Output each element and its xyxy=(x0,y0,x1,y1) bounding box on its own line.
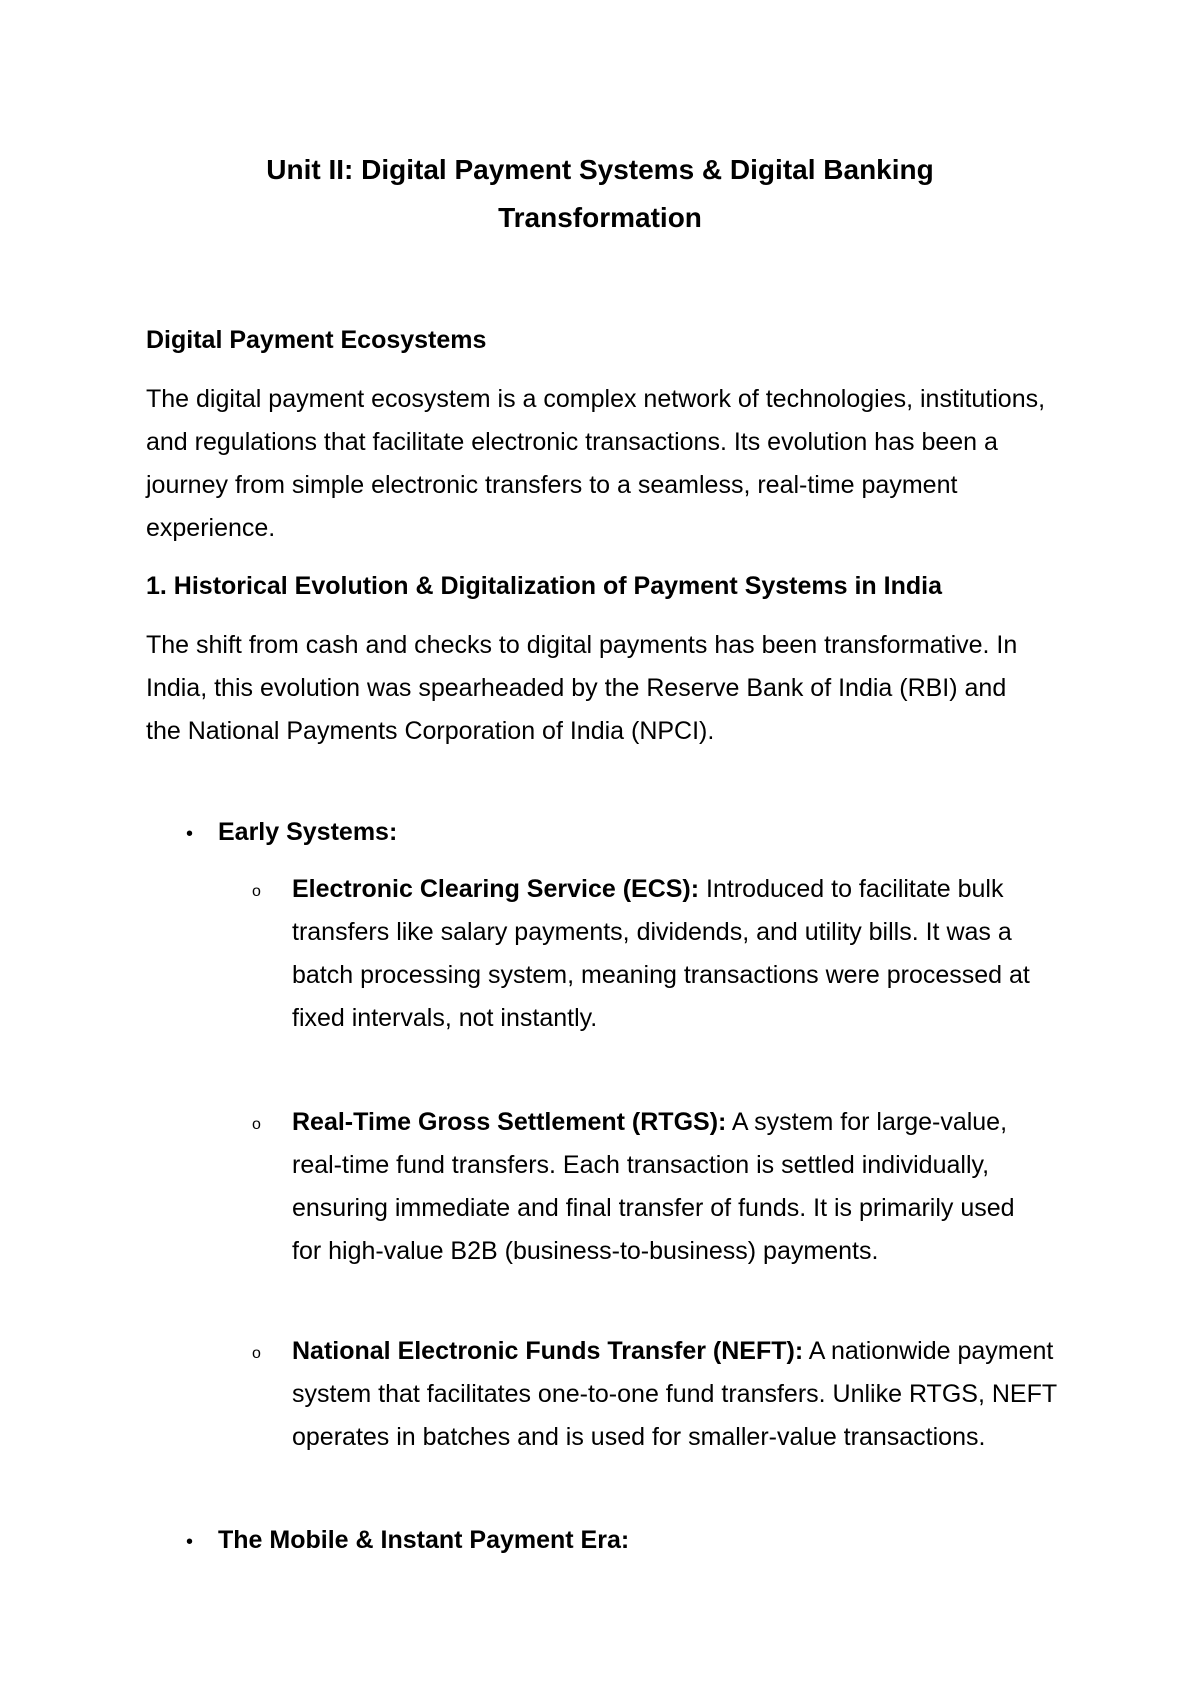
bullet-early-systems xyxy=(186,816,397,850)
evolution-paragraph: The shift from cash and checks to digital payments has been transformative. In India, this evolution was spearheaded by the Reserve Bank of India (RBI) and the National Payments Corporation of India (NPCI). xyxy=(146,631,1018,745)
title-line-1: Unit II: Digital Payment Systems & Digital Banking xyxy=(266,154,934,185)
list-item-ecs xyxy=(254,868,1044,1040)
section-heading-ecosystems: Digital Payment Ecosystems xyxy=(146,326,487,354)
desc-rtgs: A system for large-value, real-time fund transfers. Each transaction is settled individually, ensuring immediate and final transfer of funds. It is primarily used for high-value B2B (business-to-business) payments. xyxy=(292,1108,1015,1265)
sub-bullet-marker: o xyxy=(252,883,261,900)
term-ecs: Electronic Clearing Service (ECS): xyxy=(292,875,700,903)
bullet-label: The Mobile & Instant Payment Era: xyxy=(218,1526,630,1554)
sub-bullet-marker: o xyxy=(252,1345,261,1362)
list-item-rtgs xyxy=(254,1101,1044,1273)
title-line-2: Transformation xyxy=(498,202,702,233)
sub-bullet-marker: o xyxy=(252,1116,261,1133)
desc-ecs: Introduced to facilitate bulk transfers like salary payments, dividends, and utility bills. It was a batch processing system, meaning transactions were processed at fixed intervals, not instantly. xyxy=(292,875,1030,1032)
bullet-mobile-era xyxy=(186,1524,629,1558)
bullet-marker: • xyxy=(186,1531,194,1553)
term-neft: National Electronic Funds Transfer (NEFT): xyxy=(292,1337,804,1365)
ecosystem-paragraph: The digital payment ecosystem is a complex network of technologies, institutions, and regulations that facilitate electronic transactions. Its evolution has been a journey from simple electronic transfers to a seamless, real-time payment experience. xyxy=(146,385,1046,542)
desc-neft: A nationwide payment system that facilitates one-to-one fund transfers. Unlike RTGS, NEFT operates in batches and is used for smaller-value transactions. xyxy=(292,1337,1057,1451)
term-rtgs: Real-Time Gross Settlement (RTGS): xyxy=(292,1108,727,1136)
list-item-neft xyxy=(254,1330,1064,1459)
bullet-marker: • xyxy=(186,823,194,845)
section-heading-evolution: 1. Historical Evolution & Digitalization of Payment Systems in India xyxy=(146,572,942,600)
bullet-label: Early Systems: xyxy=(218,818,398,846)
page-title xyxy=(200,146,1000,242)
